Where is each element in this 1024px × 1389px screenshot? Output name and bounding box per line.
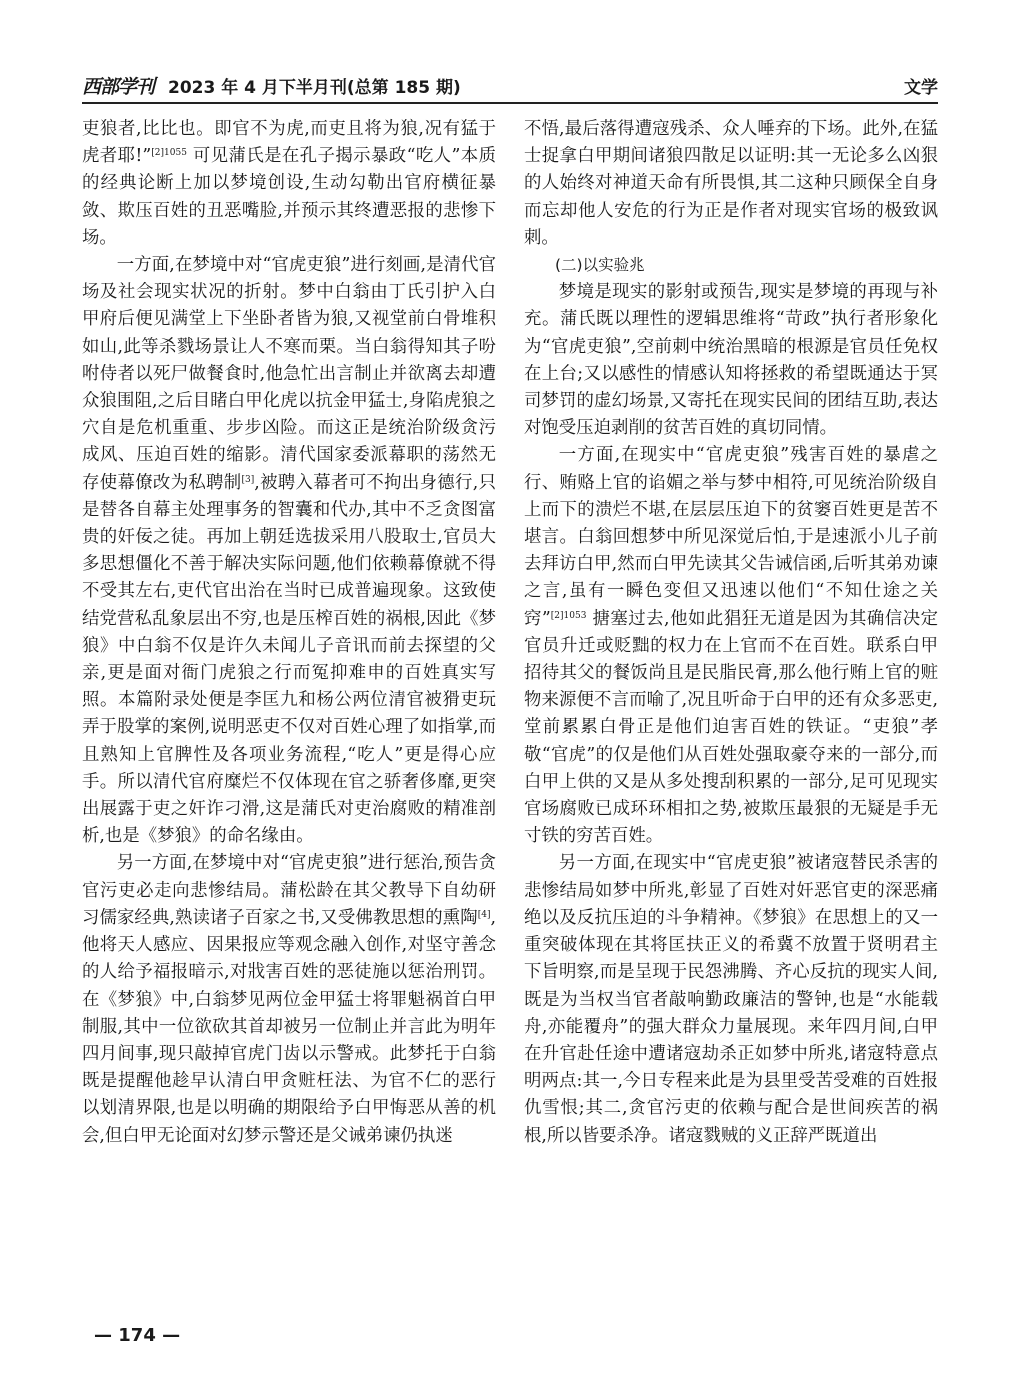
paragraph-text: 另一方面,在梦境中对“官虎吏狼”进行惩治,预告贪官污吏必走向悲惨结局。蒲松龄在其父教导下自幼研习儒家经典,熟读诸子百家之书,又受佛教思想的熏陶 — [82, 853, 496, 928]
right-column — [524, 116, 938, 1150]
left-column — [82, 116, 496, 1150]
paragraph — [82, 850, 496, 1149]
running-header — [82, 70, 938, 100]
paragraph-text: ,被聘入幕者可不拘出身德行,只是替各自幕主处理事务的智囊和代办,其中不乏贪图富贵的奸佞之徒。再加上朝廷选拔采用八股取士,官员大多思想僵化不善于解决实际问题,他们依赖幕僚就不得不受其左右,吏代官出治在当时已成普遍现象。这致使结党营私乱象层出不穷,也是压榨百姓的祸根,因此《梦狼》中白翁不仅是许久未闻儿子音讯而前去探望的父亲,更是面对衙门虎狼之行而冤抑难申的百姓真实写照。本篇附录处便是李匡九和杨公两位清官被猾吏玩弄于股掌的案例,说明恶吏不仅对百姓心理了如指掌,而且熟知上官脾性及各项业务流程,“吃人”更是得心应手。所以清代官府糜烂不仅体现在官之骄奢侈靡,更突出展露于吏之奸诈刁滑,这是蒲氏对吏治腐败的精准剖析,也是《梦狼》的命名缘由。 — [82, 472, 496, 847]
paragraph-text: ,他将天人感应、因果报应等观念融入创作,对坚守善念的人给予福报暗示,对戕害百姓的恶徒施以惩治刑罚。在《梦狼》中,白翁梦见两位金甲猛士将罪魁祸首白甲制服,其中一位欲砍其首却被另一位制止并言此为明年四月间事,现只敲掉官虎门齿以示警戒。此梦托于白翁既是提醒他趁早认清白甲贪赃枉法、为官不仁的恶行以划清界限,也是以明确的期限给予白甲悔恶从善的机会,但白甲无论面对幻梦示警还是父诫弟谏仍执迷 — [82, 907, 496, 1146]
paragraph-text: 另一方面,在现实中“官虎吏狼”被诸寇替民杀害的悲惨结局如梦中所兆,彰显了百姓对奸恶官吏的深恶痛绝以及反抗压迫的斗争精神。《梦狼》在思想上的又一重突破体现在其将匡扶正义的希冀不放置于贤明君主下旨明察,而是呈现于民怨沸腾、齐心反抗的现实人间,既是为当权当官者敲响勤政廉洁的警钟,也是“水能载舟,亦能覆舟”的强大群众力量展现。来年四月间,白甲在升官赴任途中遭诸寇劫杀正如梦中所兆,诸寇特意点明两点:其一,今日专程来此是为县里受苦受难的百姓报仇雪恨;其二,贪官污吏的依赖与配合是世间疾苦的祸根,所以皆要杀净。诸寇戮贼的义正辞严既道出 — [524, 853, 938, 1146]
header-rule — [82, 102, 938, 104]
paragraph — [524, 850, 938, 1149]
section-heading: (二)以实验兆 — [555, 256, 645, 275]
paragraph — [524, 279, 938, 442]
page-number: — 174 — — [94, 1325, 181, 1346]
section-label: 文学 — [904, 78, 938, 98]
paragraph-text: 一方面,在现实中“官虎吏狼”残害百姓的暴虐之行、贿赂上官的谄媚之举与梦中相符,可见统治阶级自上而下的溃烂不堪,在层层压迫下的贫窭百姓更是苦不堪言。白翁回想梦中所见深觉后怕,于是速派小儿子前去拜访白甲,然而白甲先读其父告诫信函,后听其弟劝谏之言,虽有一瞬色变但又迅速以他们“不知仕途之关窍” — [524, 445, 938, 629]
paragraph-text: 一方面,在梦境中对“官虎吏狼”进行刻画,是清代官场及社会现实状况的折射。梦中白翁由丁氏引护入白甲府后便见满堂上下坐卧者皆为狼,又视堂前白骨堆积如山,此等杀戮场景让人不寒而栗。当白翁得知其子吩咐侍者以死尸做餐食时,他急忙出言制止并欲离去却遭众狼围阻,之后目睹白甲化虎以抗金甲猛士,身陷虎狼之穴自是危机重重、步步凶险。而这正是统治阶级贪污成风、压迫百姓的缩影。清代国家委派幕职的荡然无存使幕僚改为私聘制 — [82, 255, 496, 493]
paragraph-text: 不悟,最后落得遭寇残杀、众人唾弃的下场。此外,在猛士捉拿白甲期间诸狼四散足以证明:其一无论多么凶狠的人始终对神道天命有所畏惧,其二这种只顾保全自身而忘却他人安危的行为正是作者对现实官场的极致讽刺。 — [524, 119, 938, 248]
citation-ref: [2]1055 — [151, 148, 187, 159]
paragraph — [82, 116, 496, 252]
issue-info: 2023 年 4 月下半月刊(总第 185 期) — [168, 78, 461, 98]
citation-ref: [2]1053 — [550, 610, 587, 621]
citation-ref: [3] — [241, 474, 255, 485]
journal-logo: 西部学刊 — [82, 76, 155, 98]
paragraph-text: 搪塞过去,他如此猖狂无道是因为其确信决定官员升迁或贬黜的权力在上官而不在百姓。联系白甲招待其父的餐饭尚且是民脂民膏,那么他行贿上官的赃物来源便不言而喻了,况且听命于白甲的还有众多恶吏,堂前累累白骨正是他们迫害百姓的铁证。“吏狼”孝敬“官虎”的仅是他们从百姓处强取豪夺来的一部分,而白甲上供的又是从多处搜刮积累的一部分,足可见现实官场腐败已成环环相扣之势,被欺压最狠的无疑是手无寸铁的穷苦百姓。 — [524, 608, 938, 847]
paragraph — [82, 252, 496, 850]
paragraph-text: 可见蒲氏是在孔子揭示暴政“吃人”本质的经典论断上加以梦境创设,生动勾勒出官府横征暴敛、欺压百姓的丑恶嘴脸,并预示其终遭恶报的悲惨下场。 — [82, 146, 496, 248]
paragraph-text: 梦境是现实的影射或预告,现实是梦境的再现与补充。蒲氏既以理性的逻辑思维将“苛政”执行者形象化为“官虎吏狼”,空前刺中统治黑暗的根源是官员任免权在上台;又以感性的情感认知将拯救的希望既通达于冥司梦罚的虚幻场景,又寄托在现实民间的团结互助,表达对饱受压迫剥削的贫苦百姓的真切同情。 — [524, 282, 938, 439]
paragraph — [524, 116, 938, 252]
paragraph — [524, 442, 938, 850]
citation-ref: [4] — [477, 909, 491, 920]
paragraph-text: 吏狼者,比比也。即官不为虎,而吏且将为狼,况有猛于虎者耶!” — [82, 119, 496, 167]
